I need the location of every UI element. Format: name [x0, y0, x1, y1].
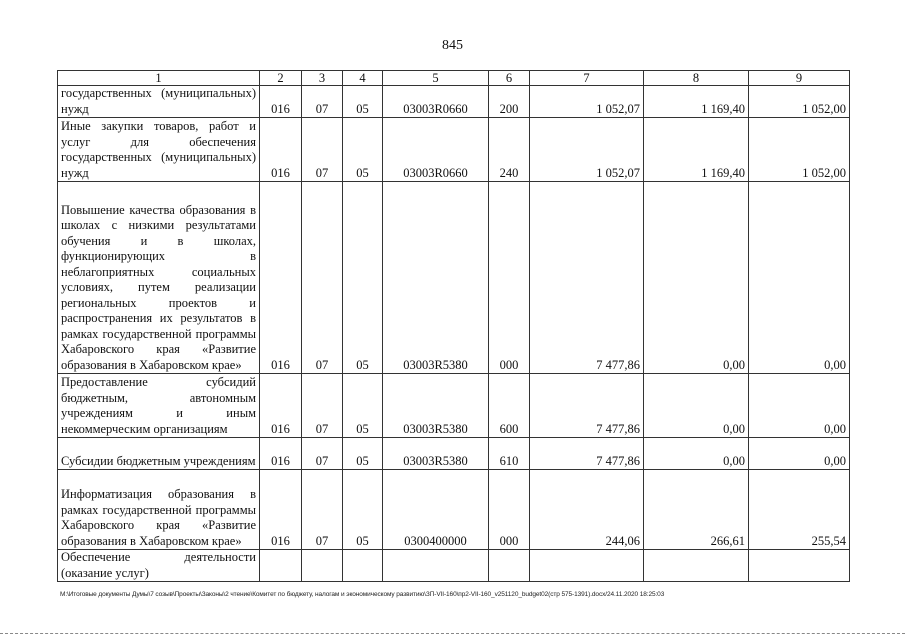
cell-amount-2021: 1 169,40: [644, 86, 749, 118]
document-path-footer: M:\Итоговые документы Думы\7 созыв\Проекты\Законы\2 чтение\Комитет по бюджету, налогам и экономическому развитию\ЗП-VII-160\пр2-VII-160_v251120_budget02(стр 575-1391).docx/24.11.2020 18:25:03: [60, 591, 665, 598]
table-header-row: [58, 71, 850, 86]
column-header: 7: [530, 71, 644, 86]
column-header: 4: [343, 71, 383, 86]
cell-target-article: [383, 550, 489, 582]
row-name: Повышение качества образования в школах с низкими результатами обучения и в школах, функционирующих в неблагоприятных социальных условиях, путем реализации региональных проектов и распространения их результатов в рамках государственной программы Хабаровского края «Развитие образования в Хабаровском крае»: [58, 182, 260, 374]
cell-target-article: 03003R5380: [383, 438, 489, 470]
cell-section: [302, 550, 343, 582]
cell-section: 07: [302, 374, 343, 438]
cell-subsection: 05: [343, 118, 383, 182]
cell-amount-2022: [749, 550, 850, 582]
cell-expense-type: 000: [489, 182, 530, 374]
row-name: Иные закупки товаров, работ и услуг для обеспечения государственных (муниципальных) нужд: [58, 118, 260, 182]
cell-section: 07: [302, 470, 343, 550]
cell-amount-2020: 7 477,86: [530, 438, 644, 470]
row-name: Обеспечение деятельности (оказание услуг): [58, 550, 260, 582]
cell-ministry: 016: [260, 182, 302, 374]
cell-ministry: [260, 550, 302, 582]
cell-expense-type: 240: [489, 118, 530, 182]
cell-section: 07: [302, 86, 343, 118]
table-row: [58, 550, 850, 582]
column-header: 9: [749, 71, 850, 86]
cell-subsection: 05: [343, 374, 383, 438]
cell-section: 07: [302, 182, 343, 374]
cell-target-article: 03003R5380: [383, 182, 489, 374]
column-header: 1: [58, 71, 260, 86]
cell-expense-type: [489, 550, 530, 582]
cell-amount-2021: 1 169,40: [644, 118, 749, 182]
cell-ministry: 016: [260, 438, 302, 470]
cell-subsection: 05: [343, 182, 383, 374]
cell-amount-2021: 0,00: [644, 438, 749, 470]
cell-amount-2021: [644, 550, 749, 582]
cell-subsection: 05: [343, 470, 383, 550]
cell-amount-2021: 266,61: [644, 470, 749, 550]
row-name: Предоставление субсидий бюджетным, автономным учреждениям и иным некоммерческим организациям: [58, 374, 260, 438]
cell-amount-2022: 0,00: [749, 438, 850, 470]
cell-ministry: 016: [260, 470, 302, 550]
column-header: 2: [260, 71, 302, 86]
cell-expense-type: 600: [489, 374, 530, 438]
column-header: 6: [489, 71, 530, 86]
cell-amount-2022: 255,54: [749, 470, 850, 550]
table-row: [58, 118, 850, 182]
cell-section: 07: [302, 438, 343, 470]
page-number: 845: [442, 38, 463, 53]
cell-target-article: 0300400000: [383, 470, 489, 550]
cell-amount-2021: 0,00: [644, 374, 749, 438]
cell-expense-type: 000: [489, 470, 530, 550]
cell-amount-2022: 0,00: [749, 182, 850, 374]
table-row: [58, 182, 850, 374]
cell-target-article: 03003R0660: [383, 86, 489, 118]
cell-amount-2022: 0,00: [749, 374, 850, 438]
table-row: [58, 438, 850, 470]
cell-ministry: 016: [260, 86, 302, 118]
cell-amount-2020: 1 052,07: [530, 118, 644, 182]
cell-subsection: [343, 550, 383, 582]
column-header: 3: [302, 71, 343, 86]
cell-expense-type: 200: [489, 86, 530, 118]
cell-ministry: 016: [260, 118, 302, 182]
row-name: государственных (муниципальных) нужд: [58, 86, 260, 118]
cell-expense-type: 610: [489, 438, 530, 470]
cell-target-article: 03003R5380: [383, 374, 489, 438]
cell-amount-2022: 1 052,00: [749, 118, 850, 182]
table-row: [58, 86, 850, 118]
column-header: 5: [383, 71, 489, 86]
cell-amount-2020: 7 477,86: [530, 374, 644, 438]
cell-amount-2021: 0,00: [644, 182, 749, 374]
row-name: Информатизация образования в рамках государственной программы Хабаровского края «Развитие образования в Хабаровском крае»: [58, 470, 260, 550]
cell-target-article: 03003R0660: [383, 118, 489, 182]
budget-table: [57, 70, 850, 582]
cell-amount-2020: 244,06: [530, 470, 644, 550]
table-row: [58, 470, 850, 550]
cell-amount-2020: [530, 550, 644, 582]
cell-section: 07: [302, 118, 343, 182]
cell-amount-2020: 7 477,86: [530, 182, 644, 374]
table-row: [58, 374, 850, 438]
cell-subsection: 05: [343, 86, 383, 118]
row-name: Субсидии бюджетным учреждениям: [58, 438, 260, 470]
cell-ministry: 016: [260, 374, 302, 438]
cell-amount-2022: 1 052,00: [749, 86, 850, 118]
page-bottom-divider: [0, 633, 905, 635]
column-header: 8: [644, 71, 749, 86]
cell-amount-2020: 1 052,07: [530, 86, 644, 118]
cell-subsection: 05: [343, 438, 383, 470]
